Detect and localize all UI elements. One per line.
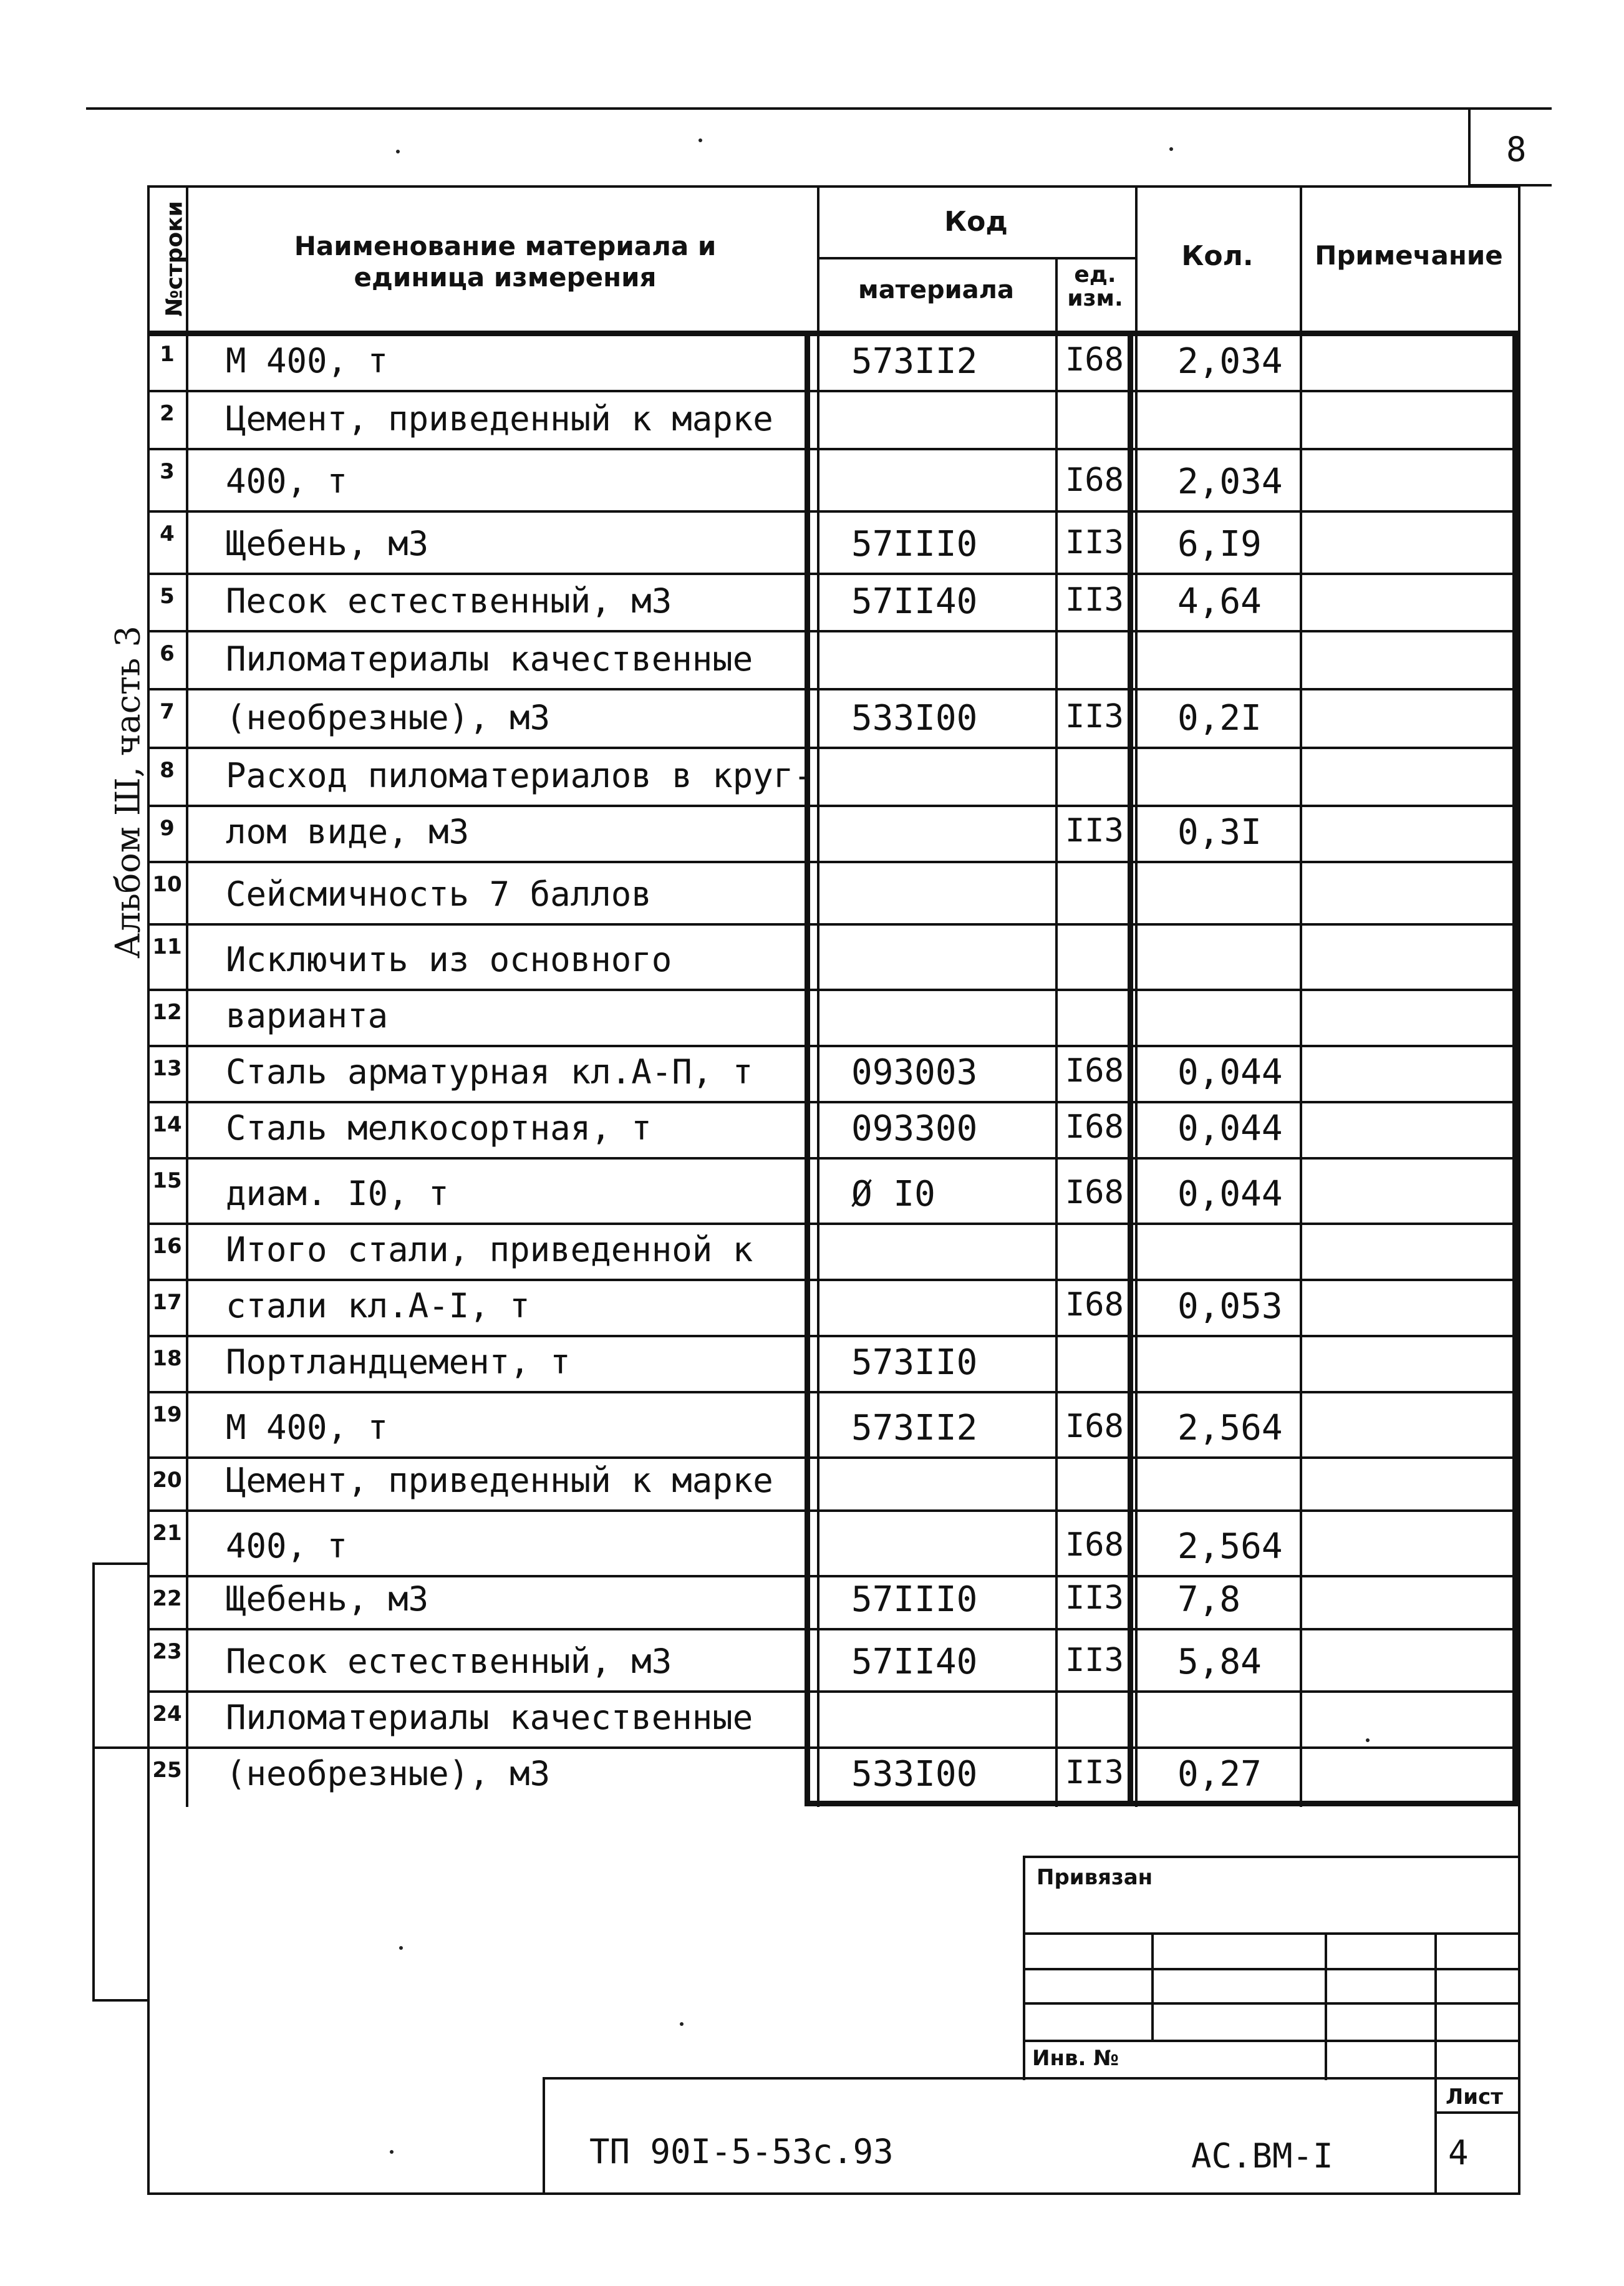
material-name: М 400, т	[226, 1408, 389, 1447]
material-name: Цемент, приведенный к марке	[226, 399, 773, 438]
unit-code: I68	[1065, 1108, 1124, 1146]
side-label: Альбом Ш, часть 3	[108, 626, 148, 959]
material-code: 573II0	[851, 1342, 978, 1383]
material-name: Расход пиломатериалов в круг-	[226, 756, 814, 795]
unit-code: I68	[1065, 1408, 1124, 1445]
col-unit-line	[1135, 185, 1138, 1807]
material-name: 400, т	[226, 1526, 348, 1566]
speck	[399, 1946, 403, 1950]
quantity: 6,I9	[1177, 524, 1262, 564]
row-number: 10	[152, 872, 182, 897]
row-separator	[147, 923, 1520, 926]
quantity: 5,84	[1177, 1642, 1262, 1682]
stamp-col-1	[1151, 1932, 1154, 2040]
quantity: 0,044	[1177, 1108, 1283, 1149]
row-number: 22	[152, 1586, 182, 1611]
row-number: 25	[152, 1758, 182, 1783]
row-separator	[147, 630, 1520, 632]
material-name: Щебень, м3	[226, 1579, 429, 1619]
unit-code: II3	[1065, 1754, 1124, 1791]
row-separator	[147, 510, 1520, 513]
frame-right	[1518, 185, 1520, 2195]
stamp-bound-label: Привязан	[1037, 1865, 1153, 1890]
row-number: 11	[152, 934, 182, 959]
stamp-col-2	[1325, 1932, 1327, 2080]
row-number: 5	[160, 584, 175, 609]
quantity: 7,8	[1177, 1579, 1241, 1620]
row-number: 7	[160, 699, 175, 724]
material-code: 57II40	[851, 581, 978, 622]
header-unit-1: ед.	[1074, 262, 1116, 288]
row-number: 12	[152, 1000, 182, 1025]
stamp-main-top	[543, 2077, 1520, 2080]
stamp-main-left	[543, 2077, 545, 2194]
material-code: 57III0	[851, 1579, 978, 1620]
unit-code: I68	[1065, 341, 1124, 379]
row-separator	[147, 1509, 1520, 1512]
quantity: 4,64	[1177, 581, 1262, 622]
material-name: Итого стали, приведенной к	[226, 1230, 753, 1269]
material-name: Пиломатериалы качественные	[226, 1698, 753, 1737]
header-code: Код	[944, 206, 1008, 238]
quantity: 0,044	[1177, 1174, 1283, 1214]
material-code: Ø I0	[851, 1174, 935, 1214]
col-qty-line	[1300, 185, 1302, 1807]
row-number: 21	[152, 1521, 182, 1546]
material-name: стали кл.А-I, т	[226, 1286, 530, 1325]
filing-strip-top	[92, 1562, 148, 1565]
quantity: 0,27	[1177, 1754, 1262, 1794]
header-name: Наименование материала и	[294, 231, 717, 261]
stamp-sheet-label: Лист	[1446, 2085, 1503, 2109]
row-separator	[147, 390, 1520, 392]
material-code: 57II40	[851, 1642, 978, 1682]
stamp-row-3	[1023, 2002, 1520, 2005]
stamp-row-2	[1023, 1968, 1520, 1970]
header-row-no: №строки	[162, 201, 188, 317]
table-top	[147, 185, 1520, 188]
row-number: 23	[152, 1639, 182, 1664]
row-number: 17	[152, 1290, 182, 1315]
unit-code: I68	[1065, 1052, 1124, 1090]
row-number: 2	[160, 401, 175, 426]
page-number-box-left	[1468, 107, 1471, 185]
row-separator	[147, 1223, 1520, 1225]
unit-code: II3	[1065, 524, 1124, 561]
col-name-line	[817, 185, 819, 1807]
quantity: 0,3I	[1177, 812, 1262, 853]
row-number: 1	[160, 342, 175, 367]
quantity: 2,034	[1177, 341, 1283, 382]
row-separator	[147, 448, 1520, 450]
quantity: 2,034	[1177, 462, 1283, 502]
row-number: 3	[160, 459, 175, 484]
data-bottom-thick	[805, 1801, 1518, 1806]
row-separator	[147, 1157, 1520, 1160]
row-number: 8	[160, 758, 175, 783]
quantity: 0,2I	[1177, 698, 1262, 739]
filing-strip-left	[92, 1562, 95, 1999]
row-separator	[147, 747, 1520, 749]
frame-bottom	[147, 2192, 1520, 2195]
material-name: варианта	[226, 996, 389, 1035]
material-name: Исключить из основного	[226, 940, 672, 979]
page-number: 8	[1506, 130, 1527, 169]
stamp-top	[1023, 1856, 1520, 1858]
material-name: Сталь мелкосортная, т	[226, 1108, 652, 1148]
row-separator	[147, 573, 1520, 575]
quantity: 0,044	[1177, 1052, 1283, 1093]
row-separator	[147, 1456, 1520, 1459]
material-code: 093300	[851, 1108, 978, 1149]
quantity: 0,053	[1177, 1286, 1283, 1327]
speck	[390, 2150, 394, 2154]
header-bottom-line	[147, 331, 1520, 336]
unit-code: II3	[1065, 1579, 1124, 1617]
stamp-sheet-number: 4	[1448, 2133, 1469, 2172]
data-left-thick	[805, 331, 810, 1806]
material-name: (необрезные), м3	[226, 698, 551, 737]
row-separator	[147, 805, 1520, 807]
material-name: Сталь арматурная кл.А-П, т	[226, 1052, 753, 1092]
material-name: Песок естественный, м3	[226, 581, 672, 621]
header-note: Примечание	[1315, 240, 1503, 271]
filing-strip-mid	[92, 1746, 148, 1749]
speck	[396, 150, 400, 153]
row-number: 24	[152, 1702, 182, 1727]
filing-strip-bottom	[92, 1999, 148, 2002]
material-name: Портландцемент, т	[226, 1342, 571, 1382]
row-number: 18	[152, 1346, 182, 1371]
row-separator	[147, 1101, 1520, 1103]
row-separator	[147, 1279, 1520, 1281]
speck	[698, 138, 702, 142]
col-rowno-line	[186, 185, 188, 1807]
unit-code: I68	[1065, 462, 1124, 499]
material-name: Щебень, м3	[226, 524, 429, 563]
material-name: лом виде, м3	[226, 812, 470, 851]
data-mid-thick	[1128, 331, 1133, 1806]
speck	[680, 2022, 684, 2026]
row-separator	[147, 1045, 1520, 1047]
unit-code: I68	[1065, 1526, 1124, 1564]
material-name: М 400, т	[226, 341, 389, 380]
row-number: 6	[160, 641, 175, 666]
header-qty: Кол.	[1181, 240, 1254, 272]
stamp-col-3	[1434, 1932, 1437, 2194]
unit-code: II3	[1065, 698, 1124, 735]
stamp-sheet-line	[1434, 2111, 1520, 2114]
row-separator	[147, 1690, 1520, 1693]
top-border-line	[86, 107, 1552, 110]
header-name-2: единица измерения	[354, 262, 657, 293]
quantity: 2,564	[1177, 1526, 1283, 1567]
unit-code: II3	[1065, 1642, 1124, 1679]
material-name: 400, т	[226, 462, 348, 501]
row-separator	[147, 989, 1520, 991]
row-number: 20	[152, 1468, 182, 1493]
unit-code: I68	[1065, 1174, 1124, 1211]
row-separator	[147, 1628, 1520, 1630]
row-separator	[147, 1746, 1520, 1749]
material-code: 533I00	[851, 1754, 978, 1794]
unit-code: II3	[1065, 581, 1124, 619]
material-code: 533I00	[851, 698, 978, 739]
material-name: диам. I0, т	[226, 1174, 449, 1213]
row-number: 14	[152, 1112, 182, 1137]
unit-code: I68	[1065, 1286, 1124, 1324]
row-separator	[147, 1391, 1520, 1393]
material-name: (необрезные), м3	[226, 1754, 551, 1793]
stamp-inv-label: Инв. №	[1032, 2046, 1119, 2071]
row-separator	[147, 1335, 1520, 1337]
header-unit-2: изм.	[1067, 286, 1123, 311]
stamp-mark: АС.ВМ-I	[1191, 2136, 1333, 2176]
row-number: 15	[152, 1168, 182, 1193]
data-right-thick	[1512, 331, 1518, 1806]
material-code: 57III0	[851, 524, 978, 564]
header-material: материала	[858, 276, 1014, 304]
material-code: 573II2	[851, 1408, 978, 1448]
material-name: Цемент, приведенный к марке	[226, 1461, 773, 1500]
header-sub-line	[817, 257, 1135, 259]
speck	[1169, 147, 1173, 151]
material-name: Сейсмичность 7 баллов	[226, 874, 652, 914]
material-code: 573II2	[851, 341, 978, 382]
row-number: 9	[160, 816, 175, 841]
stamp-row-4	[1023, 2040, 1520, 2042]
speck	[1366, 1738, 1370, 1742]
stamp-doc-code: ТП 90I-5-53с.93	[589, 2132, 894, 2171]
row-number: 13	[152, 1056, 182, 1081]
row-separator	[147, 1575, 1520, 1577]
quantity: 2,564	[1177, 1408, 1283, 1448]
row-number: 4	[160, 521, 175, 546]
material-name: Пиломатериалы качественные	[226, 639, 753, 679]
material-code: 093003	[851, 1052, 978, 1093]
material-name: Песок естественный, м3	[226, 1642, 672, 1681]
row-separator	[147, 861, 1520, 863]
row-number: 16	[152, 1234, 182, 1259]
row-number: 19	[152, 1402, 182, 1427]
stamp-row-1	[1023, 1932, 1520, 1935]
row-separator	[147, 688, 1520, 690]
unit-code: II3	[1065, 812, 1124, 850]
